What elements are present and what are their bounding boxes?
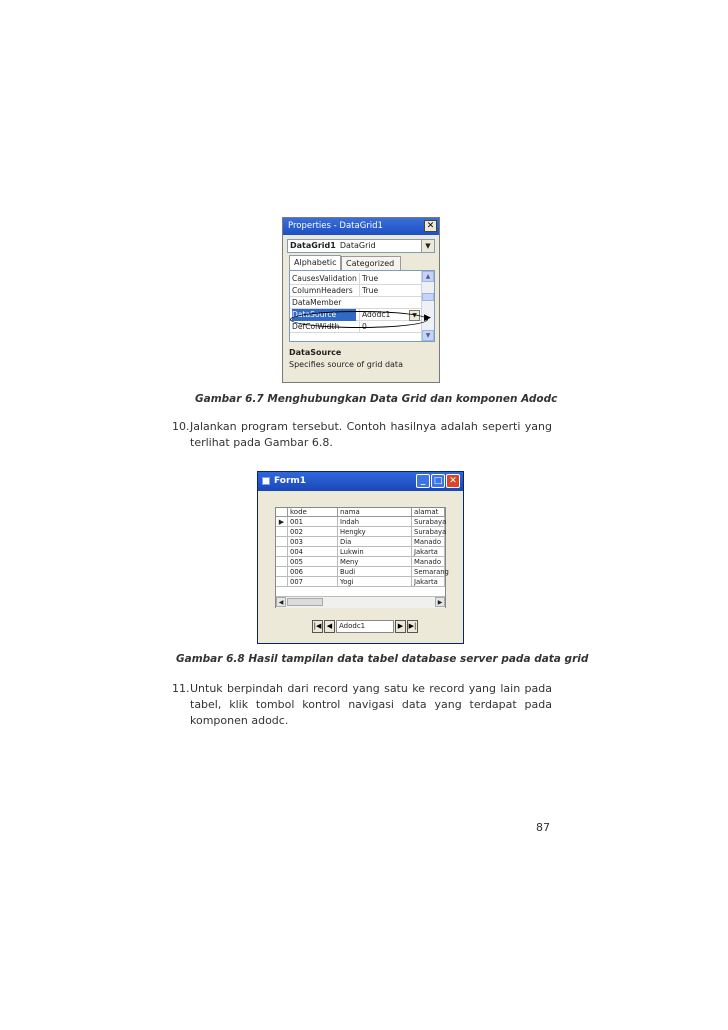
cell-alamat[interactable]: Manado (412, 537, 445, 547)
description-title: DataSource (289, 348, 342, 357)
table-row[interactable] (276, 517, 445, 527)
dropdown-arrow-icon[interactable]: ▼ (409, 310, 420, 321)
row-selector (276, 537, 288, 547)
row-selector (276, 557, 288, 567)
property-name: DefColWidth (292, 322, 340, 331)
chevron-down-icon[interactable]: ▼ (421, 240, 434, 252)
table-row[interactable] (276, 537, 445, 547)
cell-nama[interactable]: Meny (338, 557, 412, 567)
cell-kode[interactable]: 004 (288, 547, 338, 557)
step-text: Jalankan program tersebut. Contoh hasilnya adalah seperti yang terlihat pada Gambar 6.8. (190, 420, 552, 449)
cell-nama[interactable]: Hengky (338, 527, 412, 537)
property-grid (289, 270, 435, 342)
figure-caption-6-8: Gambar 6.8 Hasil tampilan data tabel database server pada data grid (176, 653, 589, 665)
cell-alamat[interactable]: Surabaya (414, 518, 447, 526)
cell-kode[interactable]: 005 (288, 557, 338, 567)
scroll-right-icon[interactable]: ▶ (435, 597, 445, 607)
property-row[interactable] (290, 297, 422, 309)
property-value[interactable]: True (359, 273, 423, 285)
cell-alamat[interactable]: Jakarta (412, 547, 445, 557)
property-value[interactable]: 0 (359, 321, 423, 333)
column-header[interactable]: nama (338, 508, 412, 517)
cell-alamat[interactable]: Jakarta (412, 577, 445, 587)
cell-kode[interactable]: 006 (288, 567, 338, 577)
table-row[interactable] (276, 567, 449, 577)
scroll-thumb[interactable] (287, 598, 323, 606)
object-name: DataGrid1 (290, 241, 336, 250)
step-number: 11. (172, 682, 190, 695)
tab-categorized[interactable]: Categorized (341, 256, 401, 270)
form1-window (257, 471, 464, 644)
properties-title: Properties - DataGrid1 (283, 218, 439, 235)
grid-header (276, 508, 445, 517)
property-name: DataMember (292, 298, 342, 307)
close-icon[interactable]: ✕ (424, 220, 437, 232)
maximize-icon[interactable]: □ (431, 474, 445, 488)
move-last-icon[interactable]: ▶| (407, 620, 418, 633)
vertical-scrollbar[interactable] (421, 271, 434, 341)
property-value[interactable]: Adodc1 (359, 309, 423, 321)
property-name: CausesValidation (292, 274, 357, 283)
cell-kode[interactable]: 003 (288, 537, 338, 547)
step-text: Untuk berpindah dari record yang satu ke record yang lain pada tabel, klik tombol kontrol navigasi data yang terdapat pada komponen adodc. (190, 682, 552, 727)
form-title: Form1 (258, 472, 463, 491)
arrow-tip-icon: ▶ (424, 313, 431, 323)
move-previous-icon[interactable]: ◀ (324, 620, 335, 633)
data-grid[interactable] (275, 507, 449, 608)
adodc-caption: Adodc1 (336, 620, 394, 633)
property-row[interactable] (290, 273, 422, 285)
row-selector (276, 577, 288, 587)
cell-nama[interactable]: Budi (338, 567, 412, 577)
horizontal-scrollbar[interactable] (276, 596, 445, 608)
row-selector (276, 547, 288, 557)
cell-kode[interactable]: 002 (288, 527, 338, 537)
row-selector (276, 567, 288, 577)
cell-nama[interactable]: Yogi (338, 577, 412, 587)
property-name: ColumnHeaders (292, 286, 353, 295)
adodc-control (312, 620, 418, 633)
page-number: 87 (536, 821, 550, 834)
scroll-up-icon[interactable]: ▲ (422, 271, 434, 282)
header-corner (276, 508, 288, 517)
cell-nama[interactable]: Indah (338, 517, 412, 527)
current-row-icon: ▶ (276, 517, 288, 527)
cell-nama[interactable]: Dia (338, 537, 412, 547)
scroll-left-icon[interactable]: ◀ (276, 597, 286, 607)
table-row[interactable] (276, 527, 445, 537)
table-row[interactable] (276, 577, 445, 587)
property-name: DataSource (292, 309, 356, 321)
close-icon[interactable]: ✕ (446, 474, 460, 488)
table-row[interactable] (276, 557, 445, 567)
column-header[interactable]: kode (288, 508, 338, 517)
cell-alamat[interactable]: Semarang (414, 568, 449, 576)
description-text: Specifies source of grid data (289, 360, 403, 369)
figure-caption-6-7: Gambar 6.7 Menghubungkan Data Grid dan komponen Adodc (195, 393, 558, 405)
highlight-ellipse (290, 311, 428, 328)
cell-nama[interactable]: Lukwin (338, 547, 412, 557)
move-first-icon[interactable]: |◀ (312, 620, 323, 633)
step-number: 10. (172, 420, 190, 433)
properties-window (282, 217, 440, 383)
object-type: DataGrid (339, 241, 376, 250)
cell-alamat[interactable]: Surabaya (414, 528, 447, 536)
property-value[interactable]: True (359, 285, 423, 297)
row-selector (276, 527, 288, 537)
minimize-icon[interactable]: _ (416, 474, 430, 488)
move-next-icon[interactable]: ▶ (395, 620, 406, 633)
scroll-thumb[interactable] (422, 293, 434, 301)
property-row[interactable] (290, 285, 422, 297)
cell-kode[interactable]: 001 (288, 517, 338, 527)
tab-alphabetic[interactable]: Alphabetic (289, 255, 341, 270)
table-row[interactable] (276, 547, 445, 557)
column-header[interactable]: alamat (412, 508, 445, 517)
window-icon (262, 477, 270, 485)
object-selector[interactable] (287, 239, 435, 253)
cell-alamat[interactable]: Manado (412, 557, 445, 567)
scroll-down-icon[interactable]: ▼ (422, 330, 434, 341)
cell-kode[interactable]: 007 (288, 577, 338, 587)
